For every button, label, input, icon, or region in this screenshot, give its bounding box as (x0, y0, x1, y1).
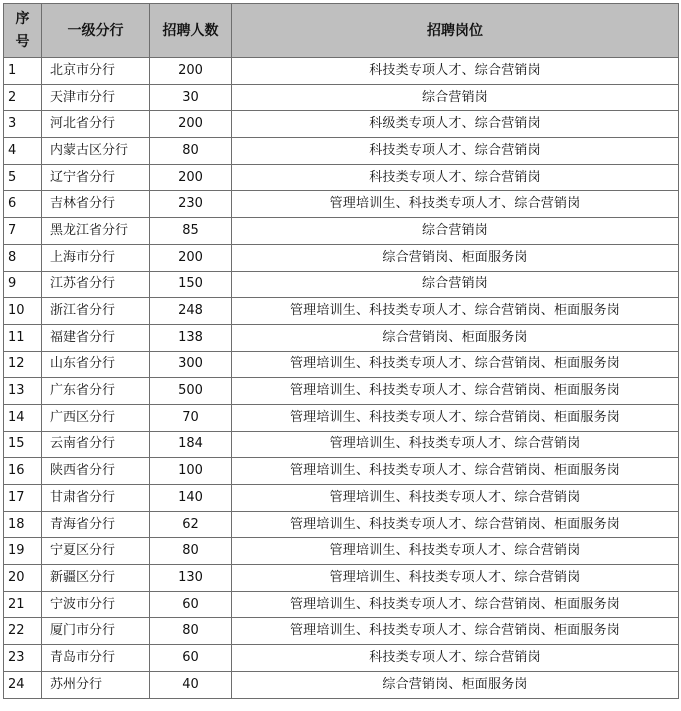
cell-branch: 内蒙古区分行 (42, 138, 150, 165)
cell-branch: 宁夏区分行 (42, 538, 150, 565)
table-row (4, 538, 679, 565)
table-row (4, 324, 679, 351)
table-row (4, 298, 679, 325)
table-row (4, 645, 679, 672)
table-row (4, 58, 679, 85)
cell-positions: 管理培训生、科技类专项人才、综合营销岗、柜面服务岗 (232, 351, 679, 378)
cell-positions: 综合营销岗、柜面服务岗 (232, 324, 679, 351)
cell-count: 62 (150, 511, 232, 538)
cell-positions: 管理培训生、科技类专项人才、综合营销岗、柜面服务岗 (232, 404, 679, 431)
cell-count: 300 (150, 351, 232, 378)
cell-positions: 管理培训生、科技类专项人才、综合营销岗 (232, 191, 679, 218)
cell-branch: 陕西省分行 (42, 458, 150, 485)
cell-count: 184 (150, 431, 232, 458)
header-branch: 一级分行 (42, 4, 150, 58)
table-row (4, 351, 679, 378)
header-count: 招聘人数 (150, 4, 232, 58)
cell-no: 14 (4, 404, 42, 431)
table-row (4, 138, 679, 165)
cell-no: 18 (4, 511, 42, 538)
cell-positions: 管理培训生、科技类专项人才、综合营销岗 (232, 538, 679, 565)
cell-positions: 管理培训生、科技类专项人才、综合营销岗、柜面服务岗 (232, 511, 679, 538)
cell-no: 15 (4, 431, 42, 458)
cell-branch: 江苏省分行 (42, 271, 150, 298)
table-row (4, 431, 679, 458)
cell-branch: 北京市分行 (42, 58, 150, 85)
recruitment-table-wrapper (3, 3, 679, 699)
cell-branch: 黑龙江省分行 (42, 218, 150, 245)
cell-branch: 青岛市分行 (42, 645, 150, 672)
cell-branch: 浙江省分行 (42, 298, 150, 325)
cell-no: 10 (4, 298, 42, 325)
cell-count: 40 (150, 671, 232, 698)
table-row (4, 404, 679, 431)
table-row (4, 164, 679, 191)
cell-count: 138 (150, 324, 232, 351)
cell-positions: 综合营销岗、柜面服务岗 (232, 244, 679, 271)
cell-no: 1 (4, 58, 42, 85)
cell-positions: 管理培训生、科技类专项人才、综合营销岗 (232, 565, 679, 592)
cell-positions: 综合营销岗 (232, 218, 679, 245)
cell-positions: 综合营销岗 (232, 84, 679, 111)
table-row (4, 218, 679, 245)
cell-branch: 甘肃省分行 (42, 485, 150, 512)
cell-positions: 管理培训生、科技类专项人才、综合营销岗、柜面服务岗 (232, 591, 679, 618)
cell-count: 200 (150, 244, 232, 271)
cell-branch: 厦门市分行 (42, 618, 150, 645)
cell-positions: 科级类专项人才、综合营销岗 (232, 111, 679, 138)
table-row (4, 485, 679, 512)
cell-no: 20 (4, 565, 42, 592)
table-row (4, 271, 679, 298)
cell-branch: 青海省分行 (42, 511, 150, 538)
header-row (4, 4, 679, 58)
cell-no: 21 (4, 591, 42, 618)
cell-branch: 山东省分行 (42, 351, 150, 378)
cell-count: 200 (150, 164, 232, 191)
header-positions: 招聘岗位 (232, 4, 679, 58)
cell-no: 8 (4, 244, 42, 271)
cell-no: 5 (4, 164, 42, 191)
cell-count: 150 (150, 271, 232, 298)
cell-branch: 苏州分行 (42, 671, 150, 698)
cell-no: 13 (4, 378, 42, 405)
cell-count: 60 (150, 591, 232, 618)
cell-positions: 管理培训生、科技类专项人才、综合营销岗 (232, 431, 679, 458)
table-row (4, 671, 679, 698)
cell-no: 4 (4, 138, 42, 165)
cell-no: 24 (4, 671, 42, 698)
table-row (4, 511, 679, 538)
cell-count: 248 (150, 298, 232, 325)
cell-positions: 管理培训生、科技类专项人才、综合营销岗、柜面服务岗 (232, 378, 679, 405)
cell-no: 2 (4, 84, 42, 111)
table-row (4, 378, 679, 405)
table-body (4, 58, 679, 699)
cell-no: 3 (4, 111, 42, 138)
cell-no: 7 (4, 218, 42, 245)
cell-positions: 管理培训生、科技类专项人才、综合营销岗 (232, 485, 679, 512)
cell-positions: 科技类专项人才、综合营销岗 (232, 645, 679, 672)
cell-no: 22 (4, 618, 42, 645)
cell-no: 9 (4, 271, 42, 298)
cell-no: 12 (4, 351, 42, 378)
cell-branch: 广东省分行 (42, 378, 150, 405)
cell-branch: 宁波市分行 (42, 591, 150, 618)
table-row (4, 244, 679, 271)
cell-branch: 天津市分行 (42, 84, 150, 111)
cell-positions: 综合营销岗、柜面服务岗 (232, 671, 679, 698)
cell-positions: 管理培训生、科技类专项人才、综合营销岗、柜面服务岗 (232, 298, 679, 325)
table-row (4, 191, 679, 218)
cell-branch: 广西区分行 (42, 404, 150, 431)
cell-positions: 科技类专项人才、综合营销岗 (232, 164, 679, 191)
table-row (4, 84, 679, 111)
cell-branch: 新疆区分行 (42, 565, 150, 592)
cell-no: 16 (4, 458, 42, 485)
cell-branch: 云南省分行 (42, 431, 150, 458)
cell-count: 85 (150, 218, 232, 245)
cell-count: 130 (150, 565, 232, 592)
cell-count: 60 (150, 645, 232, 672)
table-row (4, 458, 679, 485)
table-header (4, 4, 679, 58)
table-row (4, 591, 679, 618)
cell-branch: 辽宁省分行 (42, 164, 150, 191)
table-row (4, 565, 679, 592)
cell-count: 140 (150, 485, 232, 512)
cell-no: 19 (4, 538, 42, 565)
cell-branch: 河北省分行 (42, 111, 150, 138)
header-no-line1: 序 (15, 10, 30, 27)
cell-positions: 管理培训生、科技类专项人才、综合营销岗、柜面服务岗 (232, 618, 679, 645)
cell-count: 200 (150, 58, 232, 85)
cell-count: 230 (150, 191, 232, 218)
cell-positions: 综合营销岗 (232, 271, 679, 298)
cell-count: 200 (150, 111, 232, 138)
cell-branch: 吉林省分行 (42, 191, 150, 218)
table-row (4, 618, 679, 645)
cell-positions: 科技类专项人才、综合营销岗 (232, 138, 679, 165)
table-row (4, 111, 679, 138)
recruitment-table (3, 3, 679, 699)
header-no (4, 4, 42, 58)
cell-no: 23 (4, 645, 42, 672)
cell-branch: 福建省分行 (42, 324, 150, 351)
cell-count: 80 (150, 618, 232, 645)
cell-positions: 管理培训生、科技类专项人才、综合营销岗、柜面服务岗 (232, 458, 679, 485)
cell-no: 11 (4, 324, 42, 351)
cell-count: 30 (150, 84, 232, 111)
cell-count: 80 (150, 138, 232, 165)
cell-count: 500 (150, 378, 232, 405)
cell-positions: 科技类专项人才、综合营销岗 (232, 58, 679, 85)
cell-branch: 上海市分行 (42, 244, 150, 271)
cell-no: 17 (4, 485, 42, 512)
cell-count: 80 (150, 538, 232, 565)
cell-count: 70 (150, 404, 232, 431)
cell-count: 100 (150, 458, 232, 485)
header-no-line2: 号 (15, 33, 30, 50)
cell-no: 6 (4, 191, 42, 218)
